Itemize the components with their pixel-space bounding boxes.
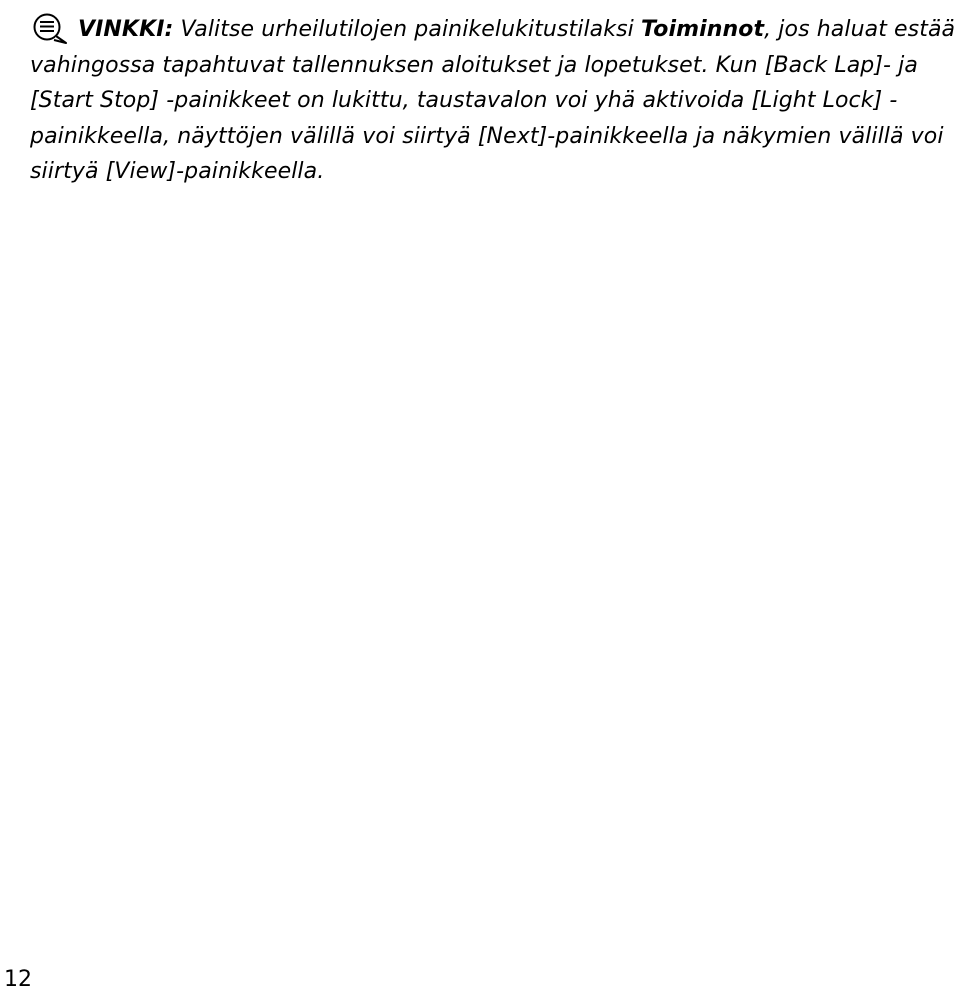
tip-strong-term: Toiminnot <box>640 17 765 42</box>
tip-label: VINKKI: <box>78 17 174 42</box>
page-number: 12 <box>4 967 32 992</box>
tip-text-after: , jos haluat estää vahingossa tapahtuvat tallennuksen aloitukset ja lopetukset. Kun [Back Lap]- ja [Start Stop] -painikkeet on lukittu, taustavalon voi yhä aktivoida [Light Lock] -painikkeella, näyttöjen välillä voi siirtyä [Next]-painikkeella ja näkymien välillä voi siirtyä [View]-painikkeella. <box>30 17 956 184</box>
tip-text-before: Valitse urheilutilojen painikelukitustilaksi <box>173 17 641 42</box>
speech-bubble-note-icon <box>30 12 70 46</box>
tip-block <box>30 12 958 190</box>
tip-paragraph <box>30 12 958 190</box>
